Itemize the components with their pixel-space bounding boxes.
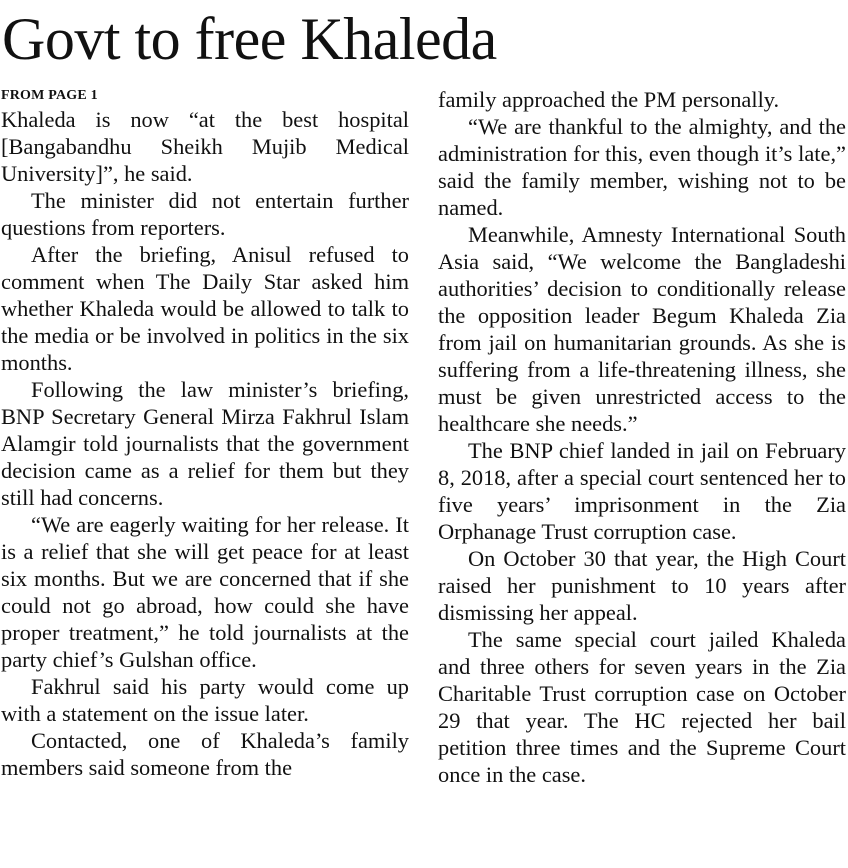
article-column-right: [438, 86, 846, 788]
paragraph: Following the law minister’s briefing, BNP Secretary General Mirza Fakhrul Islam Alamgir told journalists that the government decision came as a relief for them but they still had concerns.: [1, 377, 409, 510]
paragraph: “We are eagerly waiting for her release. It is a relief that she will get peace for at least six months. But we are concerned that if she could not go abroad, how could she have proper treatment,” he told journalists at the party chief’s Gulshan office.: [1, 512, 409, 672]
paragraph: Contacted, one of Khaleda’s family members said someone from the: [1, 728, 409, 780]
paragraph: The BNP chief landed in jail on February 8, 2018, after a special court sentenced her to five years’ imprisonment in the Zia Orphanage Trust corruption case.: [438, 438, 846, 544]
paragraph: “We are thankful to the almighty, and the administration for this, even though it’s late,” said the family member, wishing not to be named.: [438, 114, 846, 220]
paragraph: The minister did not entertain further questions from reporters.: [1, 188, 409, 240]
paragraph: The same special court jailed Khaleda and three others for seven years in the Zia Charitable Trust corruption case on October 29 that year. The HC rejected her bail petition three times and the Supreme Court once in the case.: [438, 627, 846, 787]
headline: Govt to free Khaleda: [2, 6, 497, 72]
paragraph: Fakhrul said his party would come up with a statement on the issue later.: [1, 674, 409, 726]
paragraph: Meanwhile, Amnesty International South Asia said, “We welcome the Bangladeshi authorities’ decision to conditionally release the opposition leader Begum Khaleda Zia from jail on humanitarian grounds. As she is suffering from a life-threatening illness, she must be given unrestricted access to the healthcare she needs.”: [438, 222, 846, 436]
paragraph: Khaleda is now “at the best hospital [Bangabandhu Sheikh Mujib Medical University]”, he said.: [1, 107, 409, 186]
paragraph: family approached the PM personally.: [438, 87, 780, 112]
continued-from-label: FROM PAGE 1: [1, 88, 98, 103]
paragraph: After the briefing, Anisul refused to comment when The Daily Star asked him whether Khaleda would be allowed to talk to the media or be involved in politics in the six months.: [1, 242, 409, 375]
paragraph: On October 30 that year, the High Court raised her punishment to 10 years after dismissing her appeal.: [438, 546, 846, 625]
article-column-left: [1, 86, 409, 781]
